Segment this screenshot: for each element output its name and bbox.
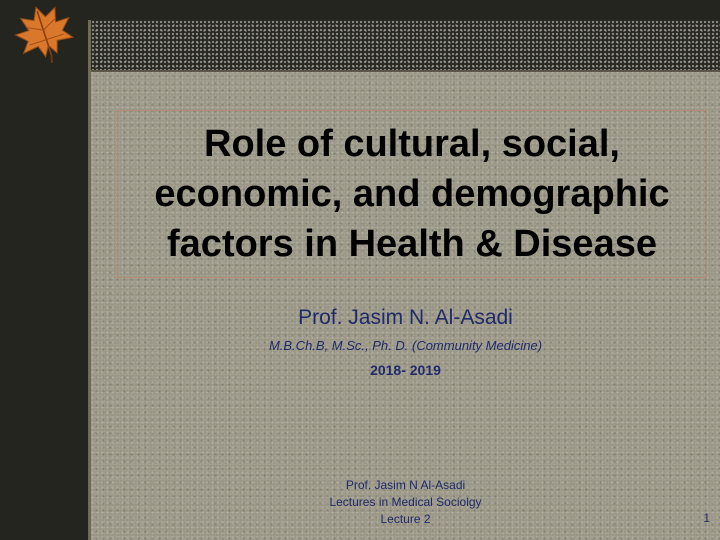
- title-box: [117, 110, 707, 278]
- author-credentials: M.B.Ch.B, M.Sc., Ph. D. (Community Medicine): [268, 338, 543, 353]
- slide-footer: [91, 477, 720, 528]
- slide-number: 1: [703, 511, 710, 525]
- footer-line: Prof. Jasim N Al-Asadi: [345, 478, 466, 492]
- academic-year: 2018- 2019: [370, 362, 441, 378]
- vertical-divider: [88, 20, 91, 540]
- footer-line: Lecture 2: [380, 512, 431, 526]
- title-line: Role of cultural, social,: [204, 123, 620, 165]
- top-dark-bar: [0, 0, 720, 20]
- slide-title: [154, 119, 669, 269]
- title-line: economic, and demographic: [154, 173, 670, 215]
- author-name: Prof. Jasim N. Al-Asadi: [298, 306, 513, 329]
- speckled-header-strip: [91, 20, 720, 70]
- title-line: factors in Health & Disease: [167, 223, 657, 265]
- header-strip-rule: [91, 70, 720, 72]
- footer-line: Lectures in Medical Sociolgy: [329, 495, 482, 509]
- left-dark-bar: [0, 0, 88, 540]
- autumn-leaf-icon: [4, 0, 84, 64]
